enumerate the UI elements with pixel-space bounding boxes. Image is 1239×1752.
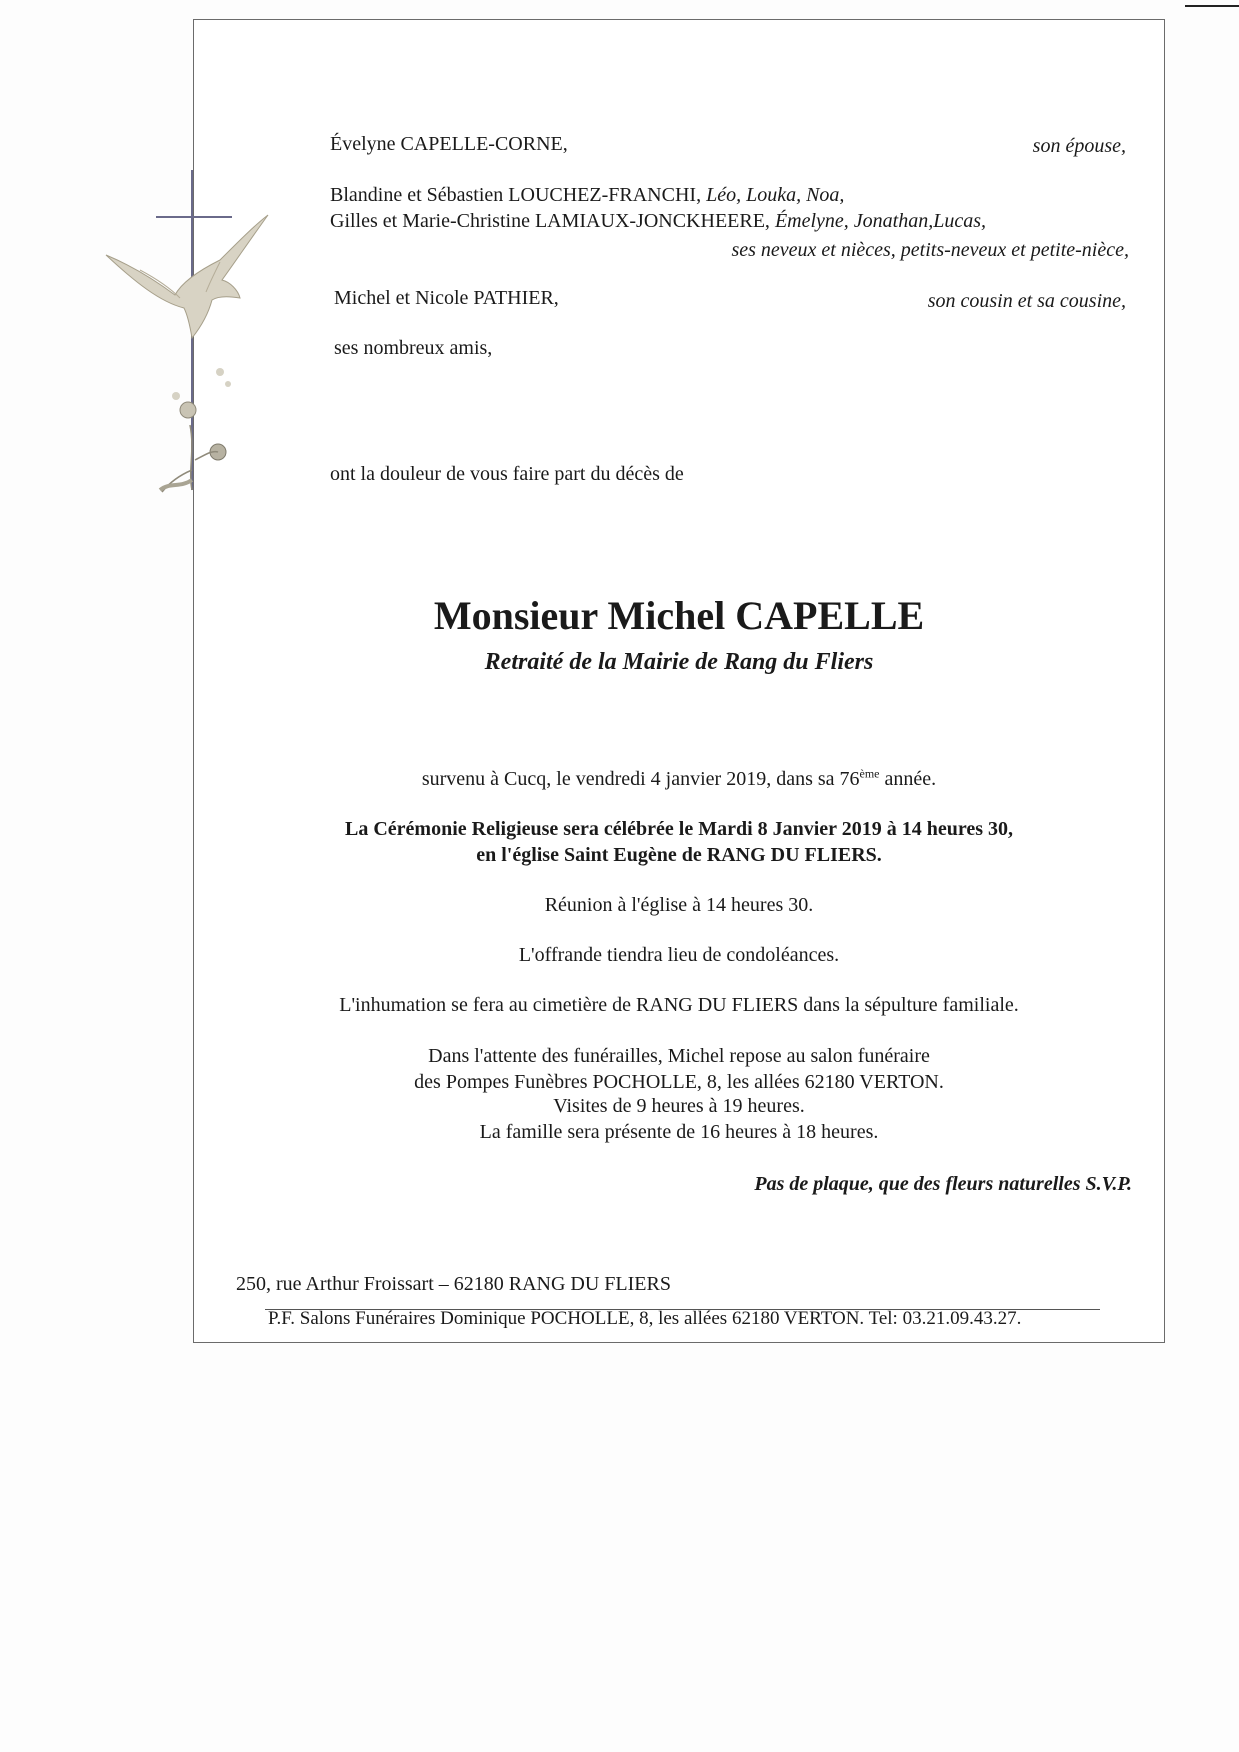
scan-corner-mark — [1185, 5, 1239, 7]
footer-address: 250, rue Arthur Froissart – 62180 RANG DU FLIERS — [236, 1273, 671, 1295]
burial-info: L'inhumation se fera au cimetière de RANG DU FLIERS dans la sépulture familiale. — [339, 994, 1019, 1016]
family-cousin-name: Michel et Nicole PATHIER, — [334, 287, 559, 309]
footer-funeral-director: P.F. Salons Funéraires Dominique POCHOLLE, 8, les allées 62180 VERTON. Tel: 03.21.09.43.27. — [268, 1308, 1022, 1329]
family-present-info: La famille sera présente de 16 heures à 18 heures. — [479, 1121, 879, 1143]
family-louchez-name: Blandine et Sébastien LOUCHEZ-FRANCHI, — [330, 184, 707, 206]
death-details-sup: ème — [859, 766, 880, 781]
family-louchez-children: Léo, Louka, Noa, — [706, 184, 845, 206]
family-friends: ses nombreux amis, — [334, 337, 493, 359]
death-details — [193, 767, 1165, 791]
family-lamiaux-name: Gilles et Marie-Christine LAMIAUX-JONCKHEERE, — [330, 210, 775, 232]
family-lamiaux-children: Émelyne, Jonathan,Lucas, — [774, 210, 987, 232]
death-details-suffix: année. — [879, 768, 937, 790]
funeral-home-line-1: Dans l'attente des funérailles, Michel repose au salon funéraire — [428, 1045, 930, 1067]
visits-info: Visites de 9 heures à 19 heures. — [553, 1095, 805, 1117]
dove-cross-ornament-icon — [100, 170, 280, 510]
deceased-title: Retraité de la Mairie de Rang du Fliers — [484, 649, 874, 675]
family-line-louchez — [330, 183, 844, 207]
family-spouse-name: Évelyne CAPELLE-CORNE, — [330, 133, 568, 155]
ceremony-line-1: La Cérémonie Religieuse sera célébrée le Mardi 8 Janvier 2019 à 14 heures 30, — [345, 818, 1013, 840]
family-spouse-role: son épouse, — [1032, 135, 1126, 157]
offering-info: L'offrande tiendra lieu de condoléances. — [518, 944, 840, 966]
ceremony-line-2: en l'église Saint Eugène de RANG DU FLIERS. — [476, 844, 882, 866]
family-line-lamiaux — [330, 209, 986, 233]
flowers-note: Pas de plaque, que des fleurs naturelles S.V.P. — [754, 1173, 1132, 1195]
death-details-main: survenu à Cucq, le vendredi 4 janvier 2019, dans sa 76 — [421, 768, 860, 790]
funeral-home-line-2: des Pompes Funèbres POCHOLLE, 8, les allées 62180 VERTON. — [414, 1071, 944, 1093]
meeting-info: Réunion à l'église à 14 heures 30. — [544, 894, 814, 916]
deceased-name: Monsieur Michel CAPELLE — [433, 593, 925, 638]
family-cousin-role: son cousin et sa cousine, — [927, 290, 1126, 312]
family-nephews-role: ses neveux et nièces, petits-neveux et petite-nièce, — [731, 239, 1129, 261]
announcement-text: ont la douleur de vous faire part du décès de — [330, 463, 684, 485]
